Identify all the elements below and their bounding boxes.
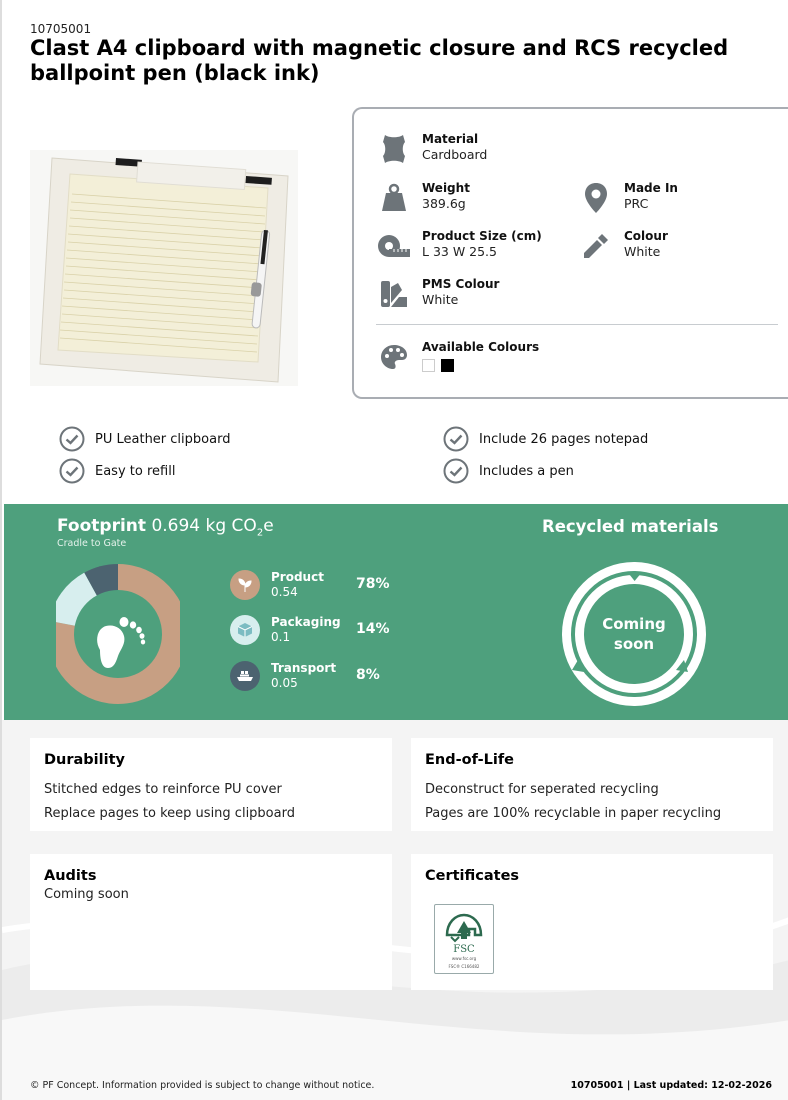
- tape-measure-icon: [376, 228, 412, 264]
- feature-label: Easy to refill: [95, 463, 176, 479]
- check-circle-icon: [443, 426, 469, 452]
- footprint-value-text: 0.694 kg CO: [151, 516, 257, 536]
- spec-label: Weight: [422, 181, 470, 195]
- spec-weight: [376, 180, 470, 216]
- footprint-title: [57, 516, 274, 538]
- certificates-title: Certificates: [425, 868, 520, 884]
- dropper-icon: [578, 228, 614, 264]
- feature-item: [443, 426, 648, 452]
- footprint-title-label: Footprint: [57, 516, 147, 536]
- end-of-life-line: Pages are 100% recyclable in paper recycling: [425, 806, 722, 821]
- spec-product-size: [376, 228, 542, 264]
- durability-card: [30, 738, 392, 831]
- footprint-suffix: e: [263, 516, 274, 536]
- footprint-row-value: 0.1: [271, 630, 291, 644]
- check-circle-icon: [59, 458, 85, 484]
- spec-value: White: [422, 292, 459, 307]
- feature-label: Includes a pen: [479, 463, 574, 479]
- spec-divider: [376, 324, 778, 325]
- footprint-row-product: [230, 570, 390, 600]
- footprint-row-name: Product: [271, 570, 324, 584]
- spec-available-colours: [376, 339, 539, 376]
- spec-value: L 33 W 25.5: [422, 244, 497, 259]
- spec-label: Made In: [624, 181, 678, 195]
- footprint-value: [151, 516, 274, 539]
- colour-swatch-black[interactable]: [441, 359, 454, 372]
- footprint-row-name: Transport: [271, 661, 337, 675]
- spec-value: White: [624, 244, 661, 259]
- audits-card: [30, 854, 392, 990]
- durability-title: Durability: [44, 752, 125, 768]
- weight-icon: [376, 180, 412, 216]
- ship-icon: [230, 661, 260, 691]
- spec-label: Available Colours: [422, 340, 540, 354]
- feature-item: [59, 458, 175, 484]
- footprint-subscript: 2: [256, 527, 264, 539]
- footer-disclaimer: © PF Concept. Information provided is subject to change without notice.: [30, 1080, 375, 1091]
- footprint-donut-chart: [56, 558, 180, 710]
- footprint-row-transport: [230, 661, 380, 691]
- footprint-band: [4, 504, 788, 724]
- product-image: [30, 150, 298, 386]
- leather-hide-icon: [376, 131, 412, 167]
- footer-last-updated: 10705001 | Last updated: 12-02-2026: [570, 1080, 772, 1091]
- spec-colour: [578, 228, 668, 264]
- spec-value: 389.6g: [422, 196, 466, 211]
- colour-swatch-white[interactable]: [422, 359, 435, 372]
- palette-icon: [376, 339, 412, 375]
- feature-label: Include 26 pages notepad: [479, 431, 649, 447]
- spec-label: Colour: [624, 229, 668, 243]
- feature-item: [443, 458, 574, 484]
- end-of-life-card: [411, 738, 773, 831]
- specifications-card: [352, 107, 788, 399]
- location-pin-icon: [578, 180, 614, 216]
- footprint-subtitle: Cradle to Gate: [57, 538, 127, 549]
- fsc-label: FSC: [453, 944, 475, 955]
- fsc-code: FSC® C166482: [448, 964, 480, 969]
- recycled-materials-title: Recycled materials: [542, 517, 719, 536]
- footprint-row-value: 0.05: [271, 676, 298, 690]
- check-circle-icon: [443, 458, 469, 484]
- recycled-status-line2: soon: [613, 635, 655, 653]
- box-icon: [230, 615, 260, 645]
- spec-value: PRC: [624, 196, 649, 211]
- leaf-icon: [230, 570, 260, 600]
- footprint-row-percent: 78%: [356, 576, 390, 592]
- recycled-status-line1: Coming: [602, 615, 666, 633]
- footprint-row-percent: 14%: [356, 621, 390, 637]
- spec-value: Cardboard: [422, 147, 488, 162]
- colour-swatches: [422, 355, 539, 376]
- end-of-life-line: Deconstruct for seperated recycling: [425, 782, 659, 797]
- durability-line: Stitched edges to reinforce PU cover: [44, 782, 282, 797]
- spec-label: Product Size (cm): [422, 229, 542, 243]
- feature-item: [59, 426, 230, 452]
- swatch-book-icon: [376, 276, 412, 312]
- audits-text: Coming soon: [44, 887, 129, 902]
- spec-label: Material: [422, 132, 479, 146]
- end-of-life-title: End-of-Life: [425, 752, 515, 768]
- recycle-arrows-icon: [556, 560, 712, 708]
- product-title: Clast A4 clipboard with magnetic closure and RCS recycled ballpoint pen (black ink): [30, 36, 729, 85]
- durability-line: Replace pages to keep using clipboard: [44, 806, 295, 821]
- check-circle-icon: [59, 426, 85, 452]
- footprint-row-percent: 8%: [356, 667, 380, 683]
- footprint-row-name: Packaging: [271, 615, 341, 629]
- product-sku: 10705001: [30, 22, 92, 36]
- footprint-row-packaging: [230, 615, 390, 645]
- spec-pms-colour: [376, 276, 499, 312]
- spec-material: [376, 131, 487, 167]
- fsc-certificate-logo[interactable]: [434, 904, 494, 974]
- footprint-row-value: 0.54: [271, 585, 298, 599]
- audits-title: Audits: [44, 868, 97, 884]
- fsc-site: www.fsc.org: [451, 956, 477, 961]
- spec-made-in: [578, 180, 678, 216]
- spec-label: PMS Colour: [422, 277, 500, 291]
- feature-label: PU Leather clipboard: [95, 431, 231, 447]
